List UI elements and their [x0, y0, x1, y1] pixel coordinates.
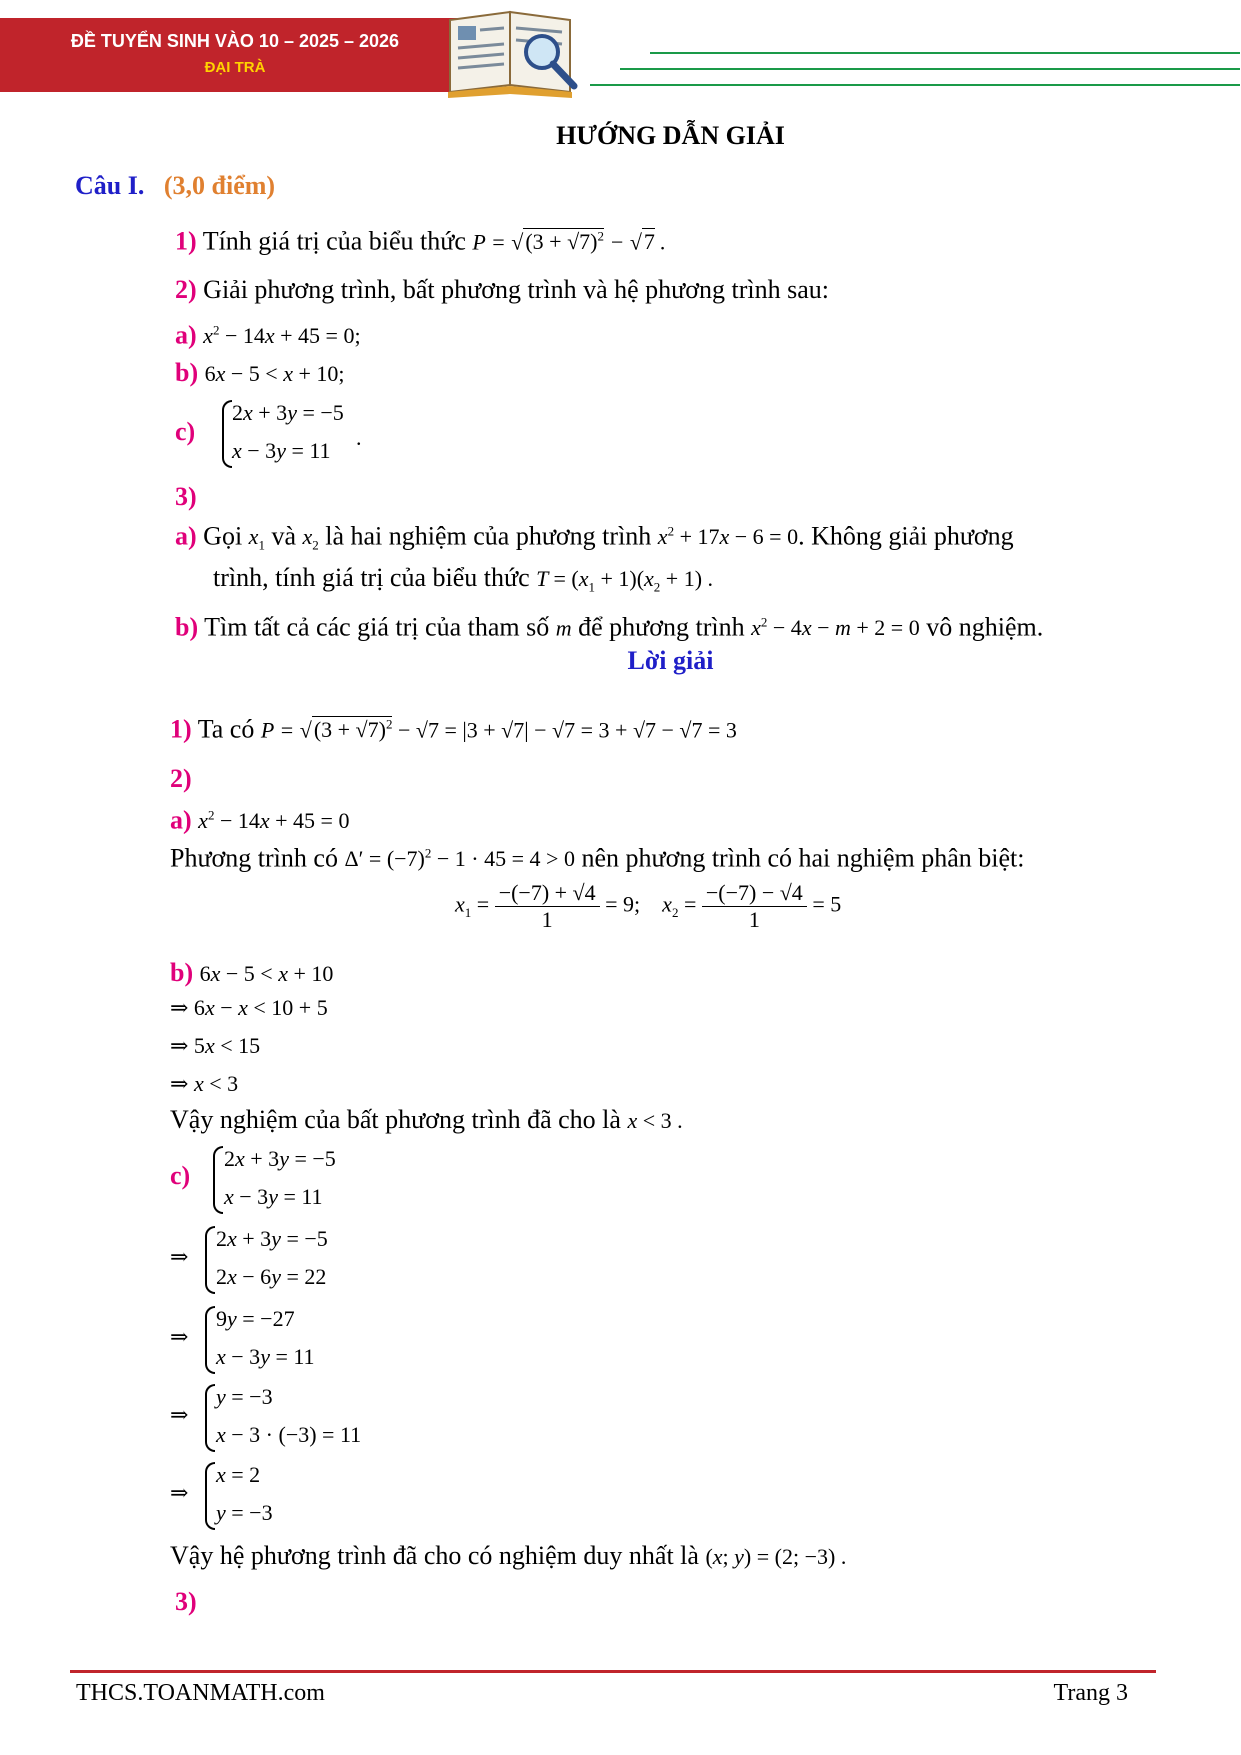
s2c-brace-4 [205, 1462, 215, 1530]
footer-page-number: Trang 3 [1053, 1680, 1128, 1706]
footer-site: THCS.TOANMATH.com [76, 1680, 325, 1706]
q2-label: 2) [175, 275, 197, 304]
s2c-label: c) [170, 1161, 191, 1190]
s2a-text2: nên phương trình có hai nghiệm phân biệt: [581, 843, 1025, 873]
solution-heading: Lời giải [627, 646, 714, 675]
s2a-discriminant-line [170, 838, 1024, 875]
s2c-sys1-eq1: 2x + 3y = −5 [216, 1226, 328, 1251]
s1-label: 1) [170, 714, 192, 744]
s3-label-wrap [175, 1586, 197, 1618]
s2b-line [170, 957, 333, 990]
s2c-sys4-eq2: y = −3 [216, 1500, 273, 1525]
s2c-sys3-eq1: y = −3 [216, 1384, 273, 1409]
q3b-text2: để phương trình [578, 612, 745, 642]
s2a-line [170, 800, 349, 837]
q2c-brace [222, 400, 232, 468]
q3a-x1: $x_1$ [248, 524, 265, 553]
s2c-sys0-eq2: x − 3y = 11 [224, 1184, 323, 1209]
s2c-brace-0 [213, 1146, 223, 1214]
s2c-conclusion: Vậy hệ phương trình đã cho có nghiệm duy nhất là [170, 1541, 699, 1570]
q2b-line [175, 357, 345, 390]
q3b-param: m [555, 615, 572, 641]
s2c-arrow-2: ⇒ [170, 1324, 189, 1349]
q2a-line [175, 315, 361, 352]
q2c-eq1: 2x + 3y = −5 [232, 400, 344, 425]
q3b-line [175, 607, 1043, 644]
q3b-text3: vô nghiệm. [926, 612, 1044, 642]
s2a-roots: $x_1$ = $\frac{-(-7) + √4}{1}$ = 9; $x_2$ = $\frac{-(-7) - √4}{1}$ = 5 [455, 880, 842, 932]
s1-computation: $P = √(3 + √7)^2 - √7 = |3 + √7| - √7 = 3 + √7 - √7 = 3$ [260, 717, 737, 743]
s2b-conclusion-line [170, 1104, 683, 1137]
s2c-arrow-1: ⇒ [170, 1244, 189, 1269]
doc-heading: HƯỚNG DẪN GIẢI [556, 121, 785, 150]
q3a-text5: trình, tính giá trị của biểu thức [213, 563, 530, 592]
s2a-equation: $x^2 - 14x + 45 = 0$ [198, 808, 350, 834]
s2b-step3: ⇒ x < 3 [170, 1071, 239, 1096]
s2c-label-wrap [170, 1160, 190, 1192]
q3a-text2: và [271, 521, 296, 551]
s3-label: 3) [175, 1587, 197, 1616]
q3a-text4: . Không giải phương [798, 521, 1014, 551]
q2c-period: . [356, 425, 362, 450]
q2-line [175, 274, 829, 306]
q1-text: Tính giá trị của biểu thức [202, 226, 466, 256]
header-title: ĐỀ TUYỂN SINH VÀO 10 – 2025 – 2026 [70, 31, 400, 51]
s2b-conclusion: Vậy nghiệm của bất phương trình đã cho là [170, 1105, 621, 1134]
question-points: (3,0 điểm) [163, 171, 276, 200]
s2-label-wrap [170, 763, 192, 795]
s2c-sys1-eq2: 2x − 6y = 22 [216, 1264, 327, 1289]
header-rule-bottom [590, 84, 1240, 86]
q2b-label: b) [175, 358, 199, 387]
q2a-equation: $x^2 - 14x + 45 = 0$; [203, 323, 361, 349]
q2a-label: a) [175, 320, 197, 350]
s2c-conclusion-line [170, 1540, 846, 1573]
q3a-text1: Gọi [203, 521, 243, 551]
s2c-sys4-eq1: x = 2 [216, 1462, 261, 1487]
s2c-sys3-eq2: x − 3 · (−3) = 11 [216, 1422, 362, 1447]
s2c-sys2-eq2: x − 3y = 11 [216, 1344, 315, 1369]
header-subtitle: ĐẠI TRÀ [204, 59, 266, 76]
q3a-expression: $T = (x_1 + 1)(x_2 + 1)$ . [536, 566, 714, 595]
s2c-brace-3 [205, 1384, 215, 1452]
q3a-label: a) [175, 521, 197, 551]
q1-label: 1) [175, 226, 197, 256]
s2b-inequality: 6x − 5 < x + 10 [199, 961, 334, 986]
s1-line [170, 709, 737, 746]
q1-expression: $P = √(3 + √7)^2 - √7$ . [472, 229, 666, 255]
q3b-label: b) [175, 612, 199, 642]
header-rule-middle [620, 68, 1240, 70]
q3-label-wrap [175, 481, 197, 513]
q3-label: 3) [175, 482, 197, 511]
open-book-magnifier-icon [440, 0, 590, 100]
q3a-line2 [213, 562, 713, 603]
q2-text: Giải phương trình, bất phương trình và hệ phương trình sau: [203, 275, 829, 304]
s2a-label: a) [170, 805, 192, 835]
s2c-brace-2 [205, 1306, 215, 1374]
s2a-text1: Phương trình có [170, 843, 338, 873]
q3a-line1 [175, 516, 1014, 562]
q3b-equation: $x^2 - 4x - m + 2 = 0$ [751, 615, 920, 641]
header-rule-top [650, 52, 1240, 54]
s2b-step1: ⇒ 6x − x < 10 + 5 [170, 995, 328, 1020]
solution-heading-wrap [0, 645, 1241, 677]
s2-label: 2) [170, 764, 192, 793]
s2c-arrow-3: ⇒ [170, 1402, 189, 1427]
s2c-brace-1 [205, 1226, 215, 1294]
s2b-step2: ⇒ 5x < 15 [170, 1033, 261, 1058]
header-band [0, 18, 488, 92]
s2b-label: b) [170, 958, 194, 987]
q2c-eq2: x − 3y = 11 [232, 438, 331, 463]
q3b-text1: Tìm tất cả các giá trị của tham số [204, 612, 550, 642]
q3a-equation: $x^2 + 17x - 6 = 0$ [657, 524, 799, 550]
question-label: Câu I. [75, 171, 145, 200]
footer-rule [70, 1670, 1156, 1673]
s2c-sys2-eq1: 9y = −27 [216, 1306, 295, 1331]
q2c-label-wrap [175, 416, 195, 448]
q1-line [175, 221, 666, 258]
question-line [75, 170, 275, 202]
s1-text: Ta có [197, 714, 255, 744]
q3a-x2: $x_2$ [302, 524, 319, 553]
q3a-text3: là hai nghiệm của phương trình [325, 521, 652, 551]
s2a-discriminant: $\Delta' = (-7)^2 - 1 \cdot 45 = 4 > 0$ [344, 846, 575, 872]
s2b-answer: x < 3 . [627, 1108, 683, 1133]
s2c-arrow-4: ⇒ [170, 1480, 189, 1505]
s2c-answer: (x; y) = (2; −3) . [705, 1544, 847, 1569]
s2c-sys0-eq1: 2x + 3y = −5 [224, 1146, 336, 1171]
q2b-inequality: 6x − 5 < x + 10; [204, 361, 345, 386]
q2c-label: c) [175, 417, 196, 446]
